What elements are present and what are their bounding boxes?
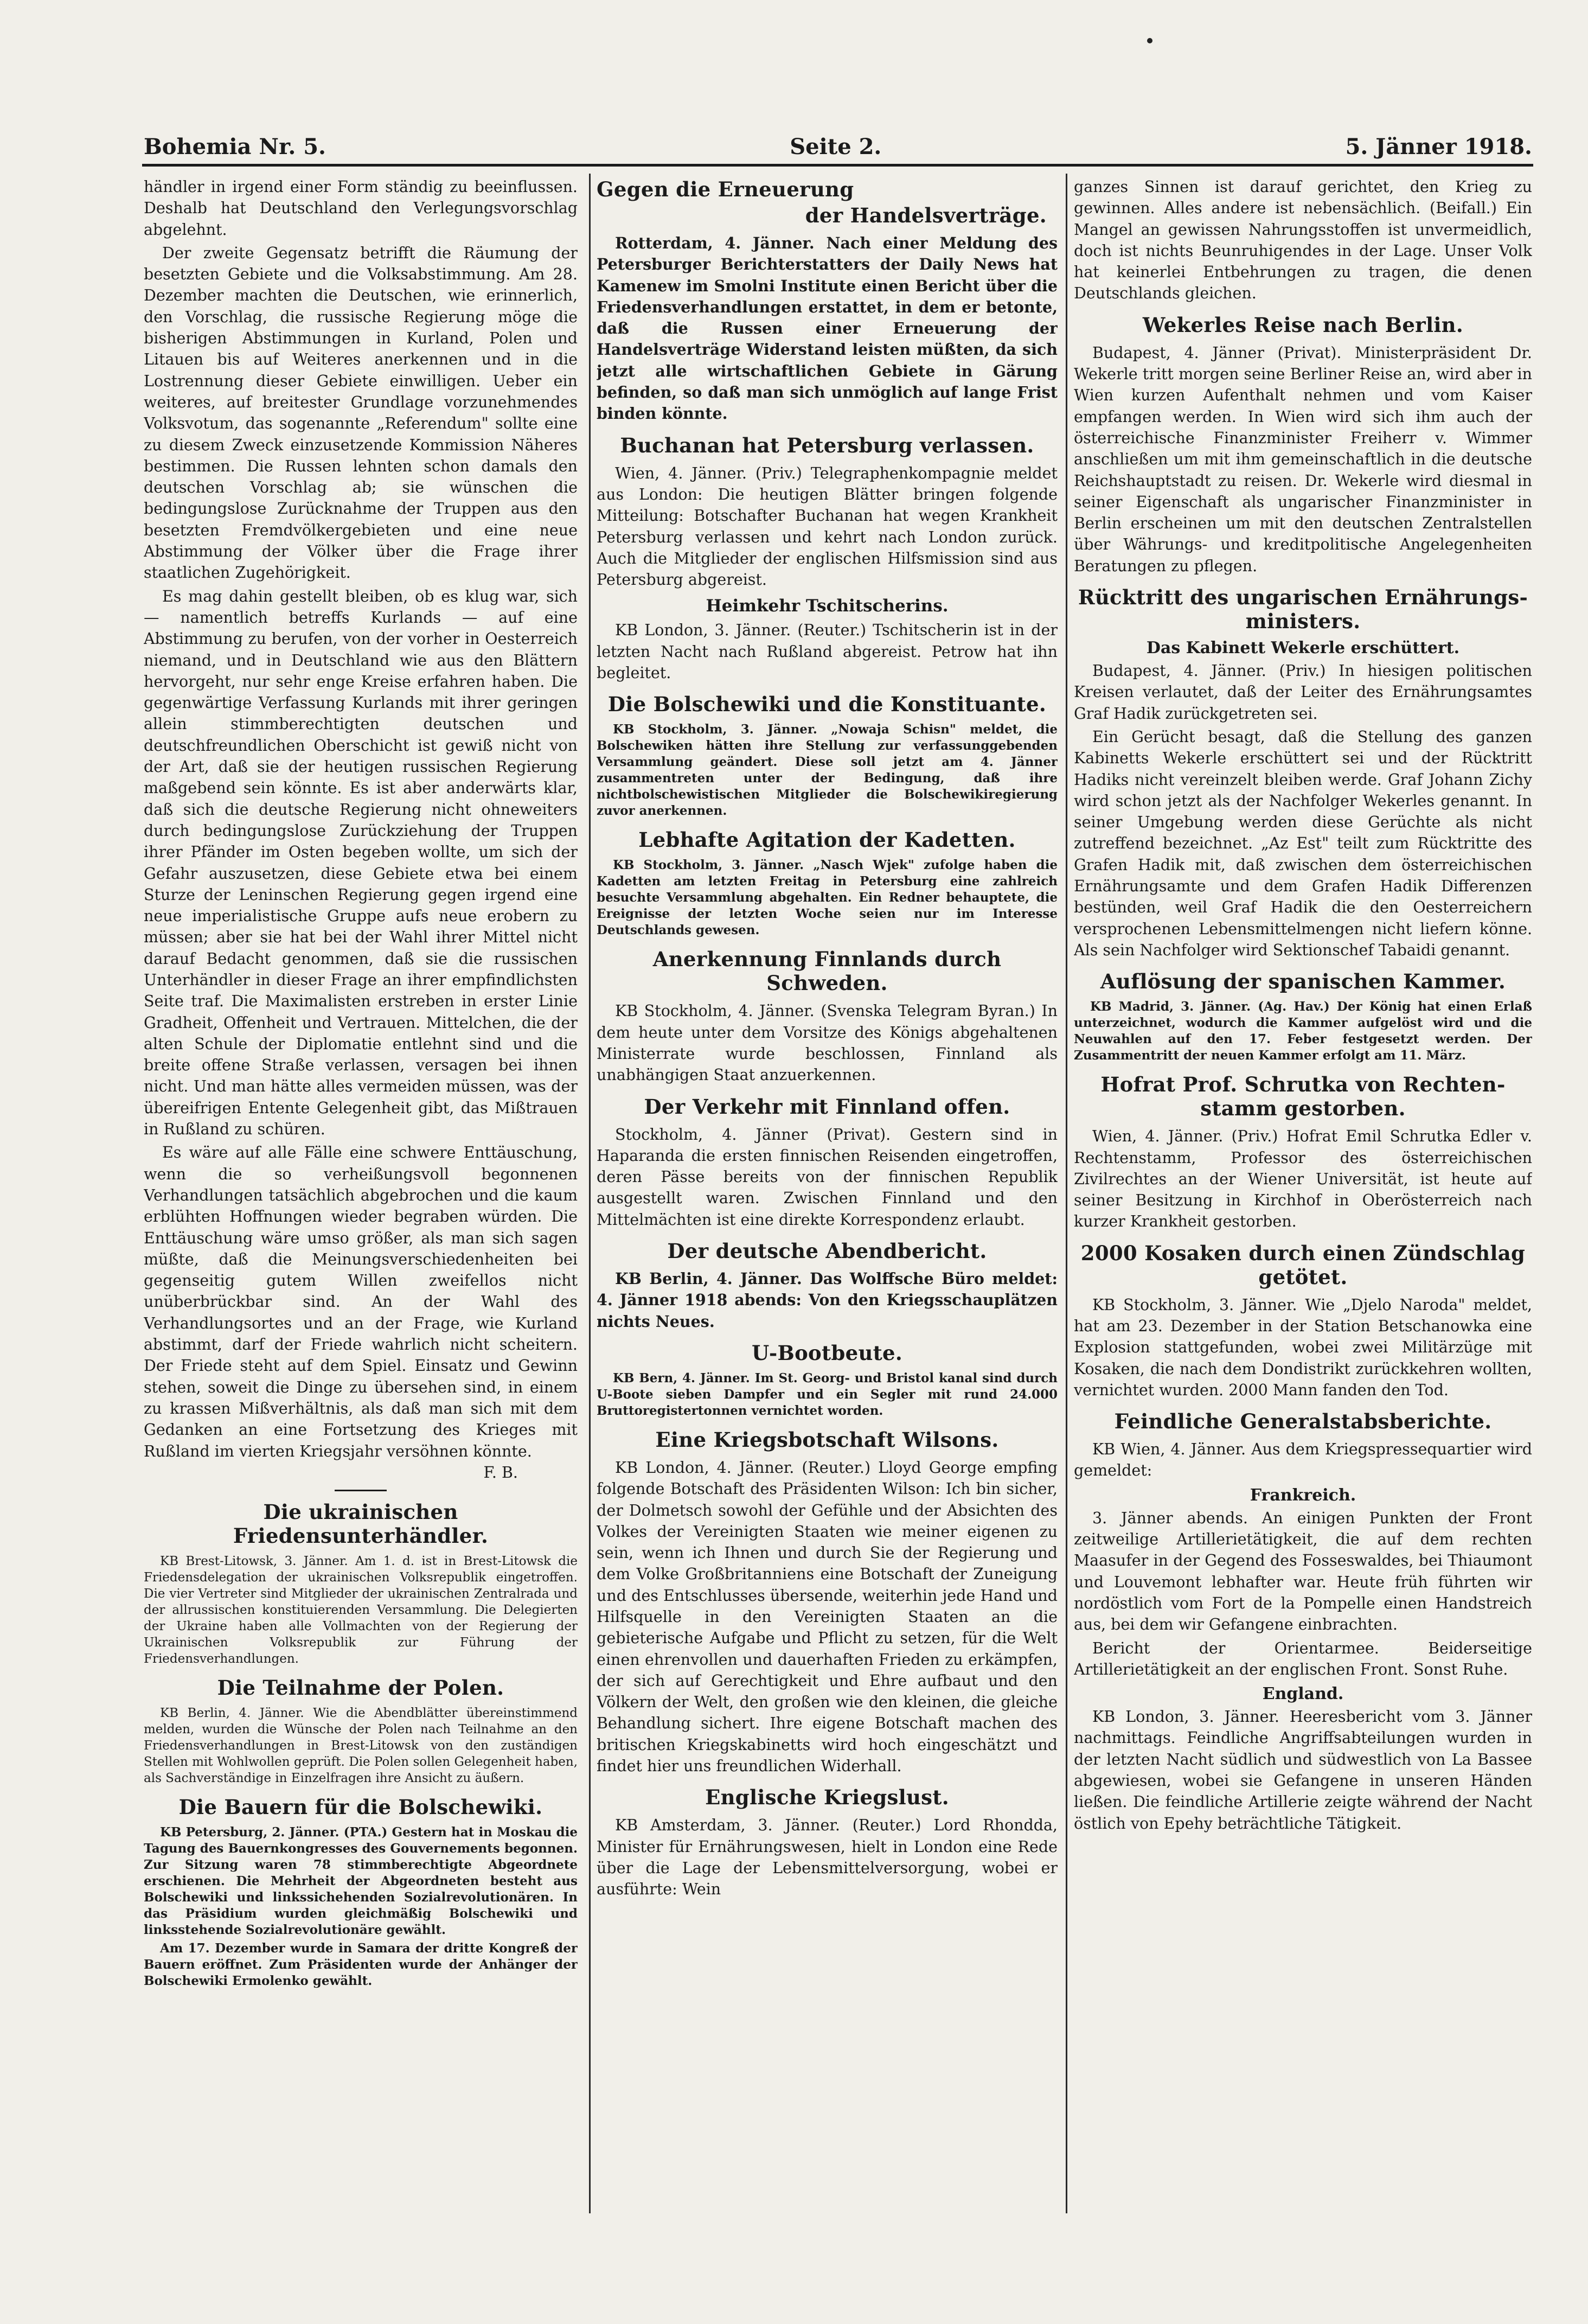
- article-paragraph: KB Wien, 4. Jänner. Aus dem Kriegspressequartier wird gemeldet:: [1074, 1440, 1532, 1480]
- headline-trade-treaties-b: der Handelsverträge.: [805, 203, 1047, 227]
- column-divider-1: [589, 174, 591, 2213]
- newspaper-issue: Bohemia Nr. 5.: [144, 134, 326, 159]
- column-2: [597, 176, 1058, 2221]
- article-paragraph: Wien, 4. Jänner. (Priv.) Telegraphenkompagnie meldet aus London: Die heutigen Blätter bringen folgende Mitteilung: Botschafter Buchanan hat wegen Krankheit Petersburg verlassen und kehrt nach London zurück. Auch die Mitglieder der englischen Hilfsmission sind aus Petersburg abgereist.: [597, 464, 1058, 589]
- headline-uboat-booty: U-Bootbeute.: [751, 1340, 903, 1365]
- headline-ukrainian-negotiators: Die ukrainischen Friedensunterhändler.: [233, 1500, 489, 1548]
- article-paragraph: KB Brest-Litowsk, 3. Jänner. Am 1. d. ist in Brest-Litowsk die Friedensdelegation der ukrainischen Volksrepublik eingetroffen. Die vier Vertreter sind Mitglieder der ukrainischen Zentralrada und der allrussischen konstituierenden Versammlung. Die Delegierten der Ukraine haben alle Vollmachten von der Regierung der Ukrainischen Volksrepublik zur Führung der Friedensverhandlungen.: [144, 1554, 578, 1667]
- headline-german-evening-report: Der deutsche Abendbericht.: [667, 1239, 987, 1263]
- column-1: [144, 176, 578, 2221]
- article-paragraph: KB London, 3. Jänner. (Reuter.) Tschitscherin ist in der letzten Nacht nach Rußland abgereist. Petrow hat ihn begleitet.: [597, 621, 1058, 682]
- article-paragraph: Budapest, 4. Jänner. (Priv.) In hiesigen politischen Kreisen verlautet, daß der Leiter des Ernährungsamtes Graf Hadik zurückgetreten sei.: [1074, 662, 1532, 723]
- headline-finland-recognition: Anerkennung Finnlands durch Schweden.: [652, 947, 1002, 995]
- headline-buchanan: Buchanan hat Petersburg verlassen.: [620, 433, 1034, 457]
- article-paragraph: Budapest, 4. Jänner (Privat). Ministerpräsident Dr. Wekerle tritt morgen seine Berliner Reise an, wird aber in Wien kurzen Aufenthalt nehmen und vom Kaiser empfangen werden. In Wien wird sich ihm auch der österreichische Finanzminister Freiherr v. Wimmer anschließen um mit ihm gemeinschaftlich in die deutsche Reichshauptstadt zu reisen. Dr. Wekerle wird diesmal in seiner Eigenschaft als ungarischer Finanzminister in Berlin erscheinen um mit den deutschen Zentralstellen über Währungs- und kreditpolitische Angelegenheiten Beratungen zu pflegen.: [1074, 343, 1532, 575]
- article-paragraph: KB Madrid, 3. Jänner. (Ag. Hav.) Der König hat einen Erlaß unterzeichnet, wodurch die Kammer aufgelöst wird und die Neuwahlen auf den 17. Feber festgesetzt werden. Der Zusammentritt der neuen Kammer erfolgt am 11. März.: [1074, 999, 1532, 1063]
- column-divider-2: [1066, 174, 1067, 2213]
- article-paragraph: KB London, 4. Jänner. (Reuter.) Lloyd George empfing folgende Botschaft des Präsidenten Wilson: Ich bin sicher, der Dolmetsch sowohl der Gefühle und der Absichten des Volkes der Vereinigten Staaten wie meiner eigenen zu sein, wenn ich Ihnen und durch Sie der Regierung und dem Volke Großbritanniens eine Botschaft der Zuneigung und des Entschlusses übersende, weiterhin jede Hand und Hilfsquelle in den Vereinigten Staaten an die gebieterische Aufgabe und Pflicht zu setzen, für die Welt einen ehrenvollen und dauerhaften Frieden zu erkämpfen, der sich auf Gerechtigkeit und Ehre aufbaut und den Völkern der Welt, den großen wie den kleinen, die gleiche Behandlung sichert. Ihre eigene Botschaft machen des britischen Kriegskabinetts wird hoch eingeschätzt und findet hier uns freundlichen Widerhall.: [597, 1458, 1058, 1776]
- article-paragraph: Am 17. Dezember wurde in Samara der dritte Kongreß der Bauern eröffnet. Zum Präsidenten wurde der Anhänger der Bolschewiki Ermolenko gewählt.: [144, 1941, 578, 1989]
- page-header: [144, 126, 1532, 159]
- article-paragraph: KB Petersburg, 2. Jänner. (PTA.) Gestern hat in Moskau die Tagung des Bauernkongresses des Gouvernements begonnen. Zur Sitzung waren 78 stimmberechtigte Abgeordnete erschienen. Die Mehrheit der Abgeordneten besteht aus Bolschewiki und linkssichehenden Sozialrevolutionären. In das Präsidium wurden gleichmäßig Bolschewiki und linksstehende Sozialrevolutionäre gewählt.: [144, 1825, 578, 1938]
- article-paragraph: Es wäre auf alle Fälle eine schwere Enttäuschung, wenn die so verheißungsvoll begonnenen Verhandlungen tatsächlich abgebrochen und die kaum erblühten Hoffnungen wieder begraben würden. Die Enttäuschung wäre umso größer, als man sich sagen müßte, daß die Meinungsverschiedenheiten bei gegenseitig gutem Willen zweifellos nicht unüberbrückbar sind. An der Wahl des Verhandlungsortes und an der Frage, wie Kurland abstimmt, darf der Friede wahrlich nicht scheitern. Der Friede steht auf dem Spiel. Einsatz und Gewinn stehen, soweit die Dinge zu übersehen sind, in einem zu krassen Mißverhältnis, als daß man sich mit dem Gedanken an eine Fortsetzung des Krieges mit Rußland im vierten Kriegsjahr versöhnen könnte.: [144, 1144, 578, 1460]
- headline-finland-traffic: Der Verkehr mit Finnland offen.: [644, 1094, 1010, 1119]
- article-paragraph: KB Bern, 4. Jänner. Im St. Georg- und Bristol kanal sind durch U-Boote sieben Dampfer und ein Segler mit rund 24.000 Bruttoregistertonnen vernichtet worden.: [597, 1370, 1058, 1418]
- headline-english-war-lust: Englische Kriegslust.: [705, 1785, 949, 1810]
- article-paragraph: ganzes Sinnen ist darauf gerichtet, den Krieg zu gewinnen. Alles andere ist nebensächlich. (Beifall.) Ein Mangel an gewissen Nahrungsstoffen ist unvermeidlich, doch ist nichts Beunruhigendes in der Lage. Unser Volk hat keinerlei Entbehrungen zu tragen, die denen Deutschlands gleichen.: [1074, 178, 1532, 303]
- article-paragraph: KB Berlin, 4. Jänner. Wie die Abendblätter übereinstimmend melden, wurden die Wünsche der Polen nach Teilnahme an den Friedensverhandlungen in Brest-Litowsk von den zuständigen Stellen mit Wohlwollen geprüft. Die Polen sollen Gelegenheit haben, als Sachverständige in Einzelfragen ihre Ansicht zu äußern.: [144, 1706, 578, 1786]
- column-3: [1074, 176, 1532, 2221]
- headline-food-minister-b: ministers.: [1245, 609, 1361, 634]
- headline-tschitscherin: Heimkehr Tschitscherins.: [706, 596, 949, 616]
- subheadline-england: England.: [1262, 1684, 1344, 1704]
- article-paragraph: KB Amsterdam, 3. Jänner. (Reuter.) Lord Rhondda, Minister für Ernährungswesen, hielt in London eine Rede über die Lage der Lebensmittelversorgung, wobei er ausführte: Wein: [597, 1816, 1058, 1899]
- article-paragraph: Es mag dahin gestellt bleiben, ob es klug war, sich — namentlich betreffs Kurlands — auf eine Abstimmung zu berufen, von der vorher in Oesterreich niemand, und in Deutschland wie aus den Blättern hervorgeht, nur sehr enge Kreise erfahren haben. Die gegenwärtige Verfassung Kurlands mit ihrer geringen allein stimmberechtigten deutschen und deutschfreundlichen Oberschicht ist gewiß nicht von der Art, daß sie der heutigen russischen Regierung maßgebend sein könnte. Es ist aber anderwärts klar, daß sich die deutsche Regierung nicht ohneweiters durch bedingungslose Zurückziehung der Truppen ihrer Pfänder im Osten begeben wollte, um sich der Gefahr auszusetzen, diese Gebiete etwa bei einem Sturze der Leninschen Regierung gegen irgend eine neue imperialistische Gruppe aufs neue erobern zu müssen; aber sie hat bei der Wahl ihrer Mittel nicht darauf Bedacht genommen, daß sie die russischen Unterhändler in dieser Frage an ihrer empfindlichsten Seite traf. Die Maximalisten erstreben in erster Linie Gradheit, Offenheit und Vertrauen. Mittelchen, die der alten Schule der Diplomatie entlehnt sind und die breite offene Straße verlassen, versagen bei ihnen nicht. Und man hätte alles vermeiden müssen, was der übereifrigen Entente Gelegenheit gibt, das Mißtrauen in Rußland zu schüren.: [144, 587, 578, 1139]
- article-paragraph: Stockholm, 4. Jänner (Privat). Gestern sind in Haparanda die ersten finnischen Reisenden eingetroffen, deren Pässe bereits von der finnischen Republik ausgestellt waren. Zwischen Finnland und den Mittelmächten ist eine direkte Korrespondenz erlaubt.: [597, 1125, 1058, 1229]
- article-paragraph: KB Stockholm, 3. Jänner. Wie „Djelo Naroda" meldet, hat am 23. Dezember in der Station Betschanowka eine Explosion stattgefunden, wobei zwei Militärzüge mit Kosaken, die nach dem Dondistrikt zurückkehren wollten, vernichtet wurden. 2000 Mann fanden den Tod.: [1074, 1295, 1532, 1399]
- headline-constituent-assembly: Die Bolschewiki und die Konstituante.: [607, 692, 1047, 717]
- subheadline-cabinet-shaken: Das Kabinett Wekerle erschüttert.: [1146, 639, 1460, 658]
- headline-polish-participation: Die Teilnahme der Polen.: [217, 1676, 504, 1700]
- page-number: Seite 2.: [790, 134, 882, 159]
- article-paragraph: händler in irgend einer Form ständig zu beeinflussen. Deshalb hat Deutschland den Verlegungsvorschlag abgelehnt.: [144, 178, 578, 239]
- author-signature: F. B.: [483, 1463, 518, 1482]
- article-paragraph: Wien, 4. Jänner. (Priv.) Hofrat Emil Schrutka Edler v. Rechtenstamm, Professor des österreichischen Zivilrechtes an der Wiener Universität, ist heute auf seiner Besitzung in Kirchhof in Oberösterreich nach kurzer Krankheit gestorben.: [1074, 1127, 1532, 1231]
- article-paragraph: KB Stockholm, 3. Jänner. „Nowaja Schisn" meldet, die Bolschewiken hätten ihre Stellung zur verfassunggebenden Versammlung geändert. Diese soll jetzt am 4. Jänner zusammentreten unter der Bedingung, daß ihre nichtbolschewistischen Mitglieder die Bolschewikiregierung zuvor anerkennen.: [597, 722, 1058, 819]
- headline-wekerle-trip: Wekerles Reise nach Berlin.: [1142, 312, 1464, 337]
- article-paragraph: KB London, 3. Jänner. Heeresbericht vom 3. Jänner nachmittags. Feindliche Angriffsabteilungen wurden in der letzten Nacht südlich und südwestlich von La Bassee abgewiesen, wobei sie Gefangene in unseren Händen ließen. Die feindliche Artillerie zeigte während der Nacht östlich von Epehy beträchtliche Tätigkeit.: [1074, 1708, 1532, 1833]
- headline-cadets-agitation: Lebhafte Agitation der Kadetten.: [638, 828, 1016, 852]
- headline-cossacks-a: 2000 Kosaken durch einen Zündschlag: [1080, 1241, 1526, 1265]
- article-paragraph: KB Stockholm, 3. Jänner. „Nasch Wjek" zufolge haben die Kadetten am letzten Freitag in Petersburg eine zahlreich besuchte Versammlung abgehalten. Ein Redner behauptete, die Ereignisse der letzten Woche seien nur im Interesse Deutschlands gewesen.: [597, 858, 1058, 938]
- headline-trade-treaties-a: Gegen die Erneuerung: [597, 177, 854, 201]
- header-rule: [142, 164, 1533, 167]
- issue-date: 5. Jänner 1918.: [1345, 134, 1532, 159]
- subheadline-france: Frankreich.: [1250, 1485, 1356, 1505]
- headline-peasants-bolsheviks: Die Bauern für die Bolschewiki.: [178, 1795, 543, 1819]
- headline-wilson-message: Eine Kriegsbotschaft Wilsons.: [655, 1427, 999, 1452]
- article-paragraph: 3. Jänner abends. An einigen Punkten der Front zeitweilige Artillerietätigkeit, die auf dem rechten Maasufer in der Gegend des Fosseswaldes, bei Thiaumont und Louvemont lebhafter war. Heute früh führten wir nordöstlich vom Fort de la Pompelle einen Handstreich aus, bei dem wir Gefangene einbrachten.: [1074, 1509, 1532, 1634]
- article-paragraph: KB Berlin, 4. Jänner. Das Wolffsche Büro meldet: 4. Jänner 1918 abends: Von den Kriegsschauplätzen nichts Neues.: [597, 1269, 1058, 1331]
- article-paragraph: Rotterdam, 4. Jänner. Nach einer Meldung des Petersburger Berichterstatters der Daily News hat Kamenew im Smolni Institute einen Bericht über die Friedensverhandlungen erstattet, in dem er betonte, daß die Russen einer Erneuerung der Handelsverträge Widerstand leisten müßten, da sich jetzt alle wirtschaftlichen Gebiete in Gärung befinden, so daß man sich unmöglich auf lange Frist binden könnte.: [597, 234, 1058, 423]
- headline-enemy-reports: Feindliche Generalstabsberichte.: [1114, 1409, 1492, 1434]
- article-separator: [335, 1490, 387, 1491]
- article-paragraph: KB Stockholm, 4. Jänner. (Svenska Telegram Byran.) In dem heute unter dem Vorsitze des Königs abgehaltenen Ministerrate wurde beschlossen, Finnland als unabhängigen Staat anzuerkennen.: [597, 1002, 1058, 1084]
- headline-schrutka-b: stamm gestorben.: [1200, 1096, 1406, 1121]
- article-paragraph: Ein Gerücht besagt, daß die Stellung des ganzen Kabinetts Wekerle erschüttert sei und der Rücktritt Hadiks nicht vereinzelt bleiben werde. Graf Johann Zichy wird schon jetzt als der Nachfolger Wekerles genannt. In seiner Umgebung werden diese Gerüchte als nicht zutreffend bezeichnet. „Az Est" teilt zum Rücktritte des Grafen Hadik mit, daß zwischen dem österreichischen Ernährungsamte und dem Grafen Hadik Differenzen bestünden, weil Graf Hadik die den Oesterreichern versprochenen Lebensmittelmengen nicht liefern könne. Als sein Nachfolger wird Sektionschef Tabaidi genannt.: [1074, 727, 1532, 959]
- article-paragraph: Der zweite Gegensatz betrifft die Räumung der besetzten Gebiete und die Volksabstimmung. Am 28. Dezember machten die Deutschen, wie erinnerlich, den Vorschlag, die russische Regierung möge die bisherigen Abstimmungen in Kurland, Polen und Litauen bis auf Weiteres anerkennen und in die Lostrennung dieser Gebiete einwilligen. Ueber ein weiteres, auf breitester Grundlage vorzunehmendes Volksvotum, das sogenannte „Referendum" sollte eine zu diesem Zweck einzusetzende Kommission Näheres bestimmen. Die Russen lehnten schon damals den deutschen Vorschlag ab; sie wünschen die bedingungslose Zurücknahme der Truppen aus den besetzten Fremdvölkergebieten und eine neue Abstimmung der Völker über die Frage ihrer staatlichen Zugehörigkeit.: [144, 244, 578, 582]
- headline-spanish-chamber: Auflösung der spanischen Kammer.: [1100, 969, 1506, 994]
- headline-cossacks-b: getötet.: [1258, 1265, 1348, 1289]
- headline-food-minister-a: Rücktritt des ungarischen Ernährungs-: [1078, 585, 1528, 610]
- article-paragraph: Bericht der Orientarmee. Beiderseitige Artillerietätigkeit an der englischen Front. Sonst Ruhe.: [1074, 1639, 1532, 1678]
- headline-schrutka-a: Hofrat Prof. Schrutka von Rechten-: [1100, 1072, 1506, 1097]
- print-speck: [1147, 38, 1152, 43]
